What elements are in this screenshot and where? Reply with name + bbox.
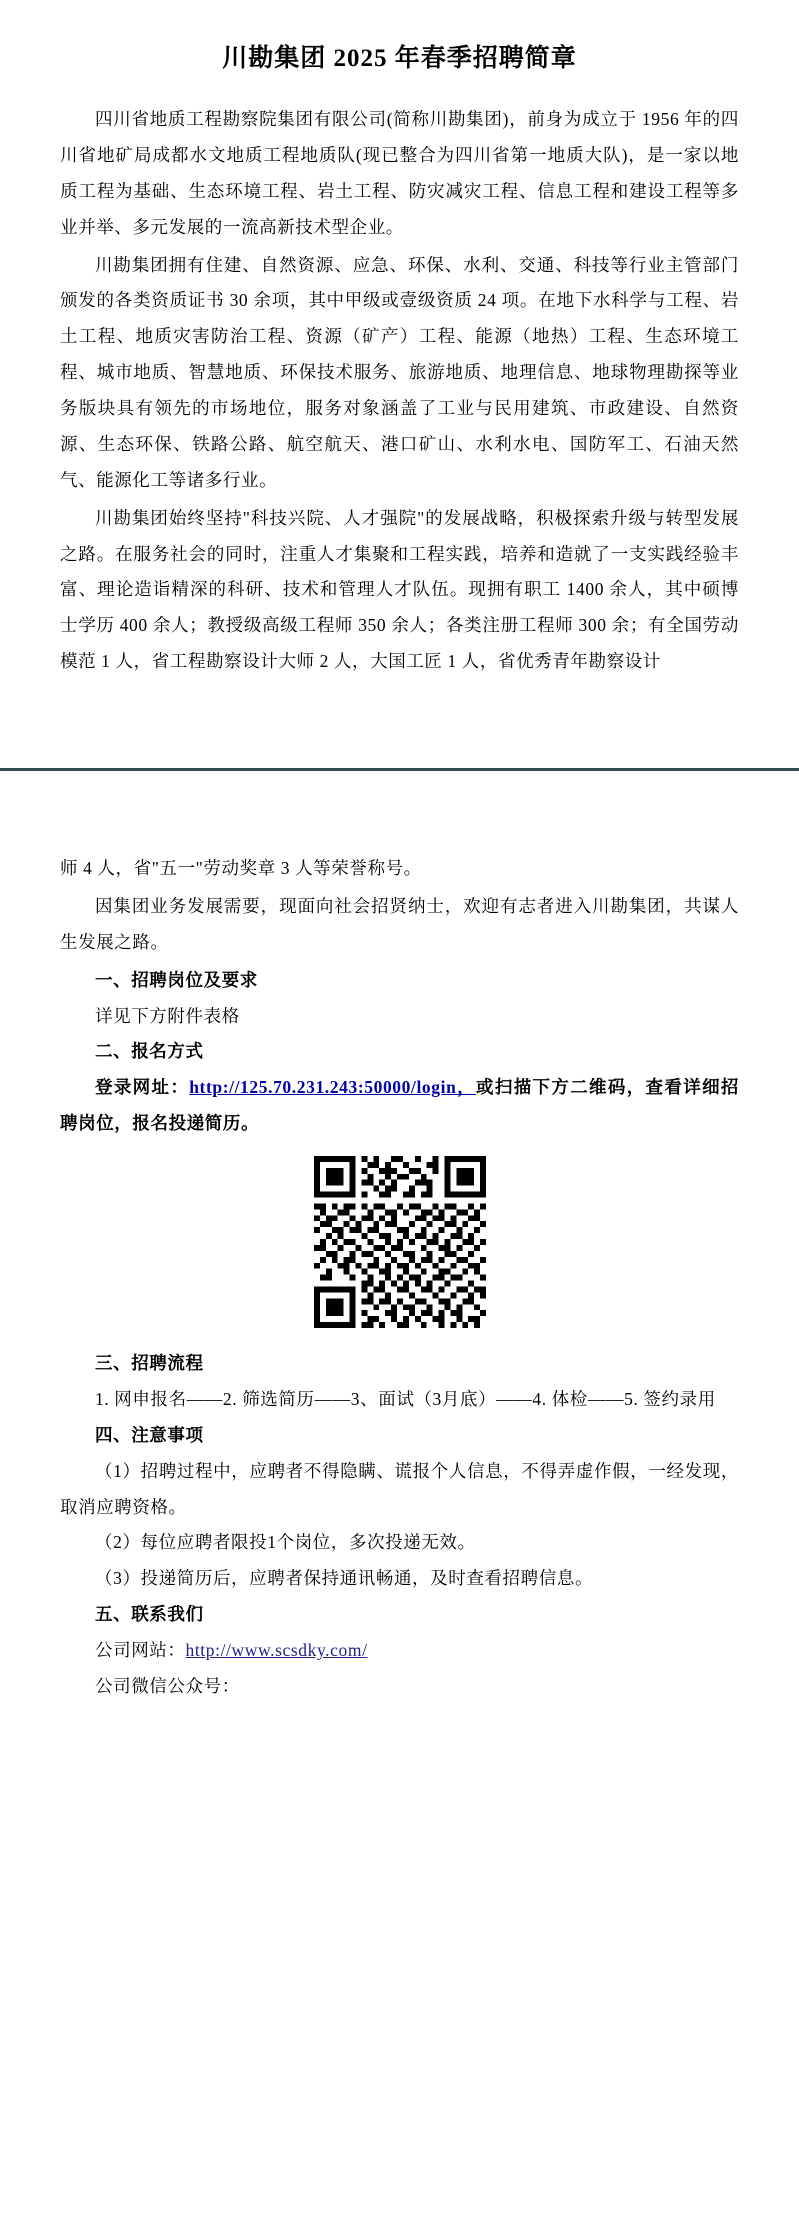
section-heading-contact: 五、联系我们 (95, 1604, 204, 1625)
apply-url-suffix: 或扫描下方二维码，查看详细招聘岗位，报名投递简历。 (60, 1077, 740, 1134)
paragraph-talent-strategy: 川勘集团始终坚持"科技兴院、人才强院"的发展战略，积极探索升级与转型发展之路。在服务社会的同时，注重人才集聚和工程实践，培养和造就了一支实践经验丰富、理论造诣精深的科研、技术和管理人才队伍。现拥有职工 1400 余人，其中硕博士学历 400 余人；教授级高级工程师 350 余人；各类注册工程师 300 余；有全国劳动模范 1 人，省工程勘察设计大师 2 人，大国工匠 1 人，省优秀青年勘察设计 (60, 507, 739, 672)
qr-code-icon (314, 1156, 486, 1328)
document-page-1 (0, 0, 799, 760)
document-page-2 (0, 771, 799, 1805)
section-body-process: 1. 网申报名——2. 筛选简历——3、面试（3月底）——4. 体检——5. 签约录用 (95, 1388, 716, 1409)
contact-website-link[interactable]: http://www.scsdky.com/ (185, 1640, 368, 1660)
bottom-spacer (60, 1705, 739, 1745)
note-item-2: （2）每位应聘者限投1个岗位，多次投递无效。 (95, 1532, 476, 1553)
qr-code-container (60, 1156, 739, 1328)
paragraph-qualifications: 川勘集团拥有住建、自然资源、应急、环保、水利、交通、科技等行业主管部门颁发的各类资质证书 30 余项，其中甲级或壹级资质 24 项。在地下水科学与工程、岩土工程、地质灾害防治工程、资源（矿产）工程、能源（地热）工程、生态环境工程、城市地质、智慧地质、环保技术服务、旅游地质、地理信息、地球物理勘探等业务版块具有领先的市场地位，服务对象涵盖了工业与民用建筑、市政建设、自然资源、生态环保、铁路公路、航空航天、港口矿山、水利水电、国防军工、石油天然气、能源化工等诸多行业。 (60, 254, 739, 490)
apply-url-link[interactable]: http://125.70.231.243:50000/login， (189, 1077, 477, 1098)
note-item-3: （3）投递简历后，应聘者保持通讯畅通，及时查看招聘信息。 (95, 1568, 594, 1589)
section-body-positions: 详见下方附件表格 (95, 1005, 240, 1026)
section-body-apply (60, 1070, 739, 1142)
section-heading-process: 三、招聘流程 (95, 1353, 204, 1373)
section-heading-apply: 二、报名方式 (95, 1041, 204, 1062)
paragraph-company-intro: 四川省地质工程勘察院集团有限公司(简称川勘集团)，前身为成立于 1956 年的四川省地矿局成都水文地质工程地质队(现已整合为四川省第一地质大队)，是一家以地质工程为基础、生态环境工程、岩土工程、防灾减灾工程、信息工程和建设工程等多业并举、多元发展的一流高新技术型企业。 (60, 109, 739, 237)
contact-website-label: 公司网站： (95, 1640, 186, 1660)
paragraph-continuation: 师 4 人，省"五一"劳动奖章 3 人等荣誉称号。 (60, 858, 422, 878)
page-title: 川勘集团 2025 年春季招聘简章 (222, 45, 577, 72)
contact-website-line (60, 1633, 739, 1669)
note-item-1: （1）招聘过程中，应聘者不得隐瞒、谎报个人信息，不得弄虚作假，一经发现，取消应聘资格。 (60, 1460, 739, 1517)
apply-url-prefix: 登录网址： (95, 1077, 190, 1098)
page-gap (0, 760, 799, 768)
section-heading-notes: 四、注意事项 (95, 1424, 204, 1445)
paragraph-recruit-intro: 因集团业务发展需要，现面向社会招贤纳士，欢迎有志者进入川勘集团，共谋人生发展之路。 (60, 895, 739, 952)
contact-wechat-line: 公司微信公众号： (95, 1675, 240, 1696)
section-heading-positions: 一、招聘岗位及要求 (95, 969, 258, 990)
